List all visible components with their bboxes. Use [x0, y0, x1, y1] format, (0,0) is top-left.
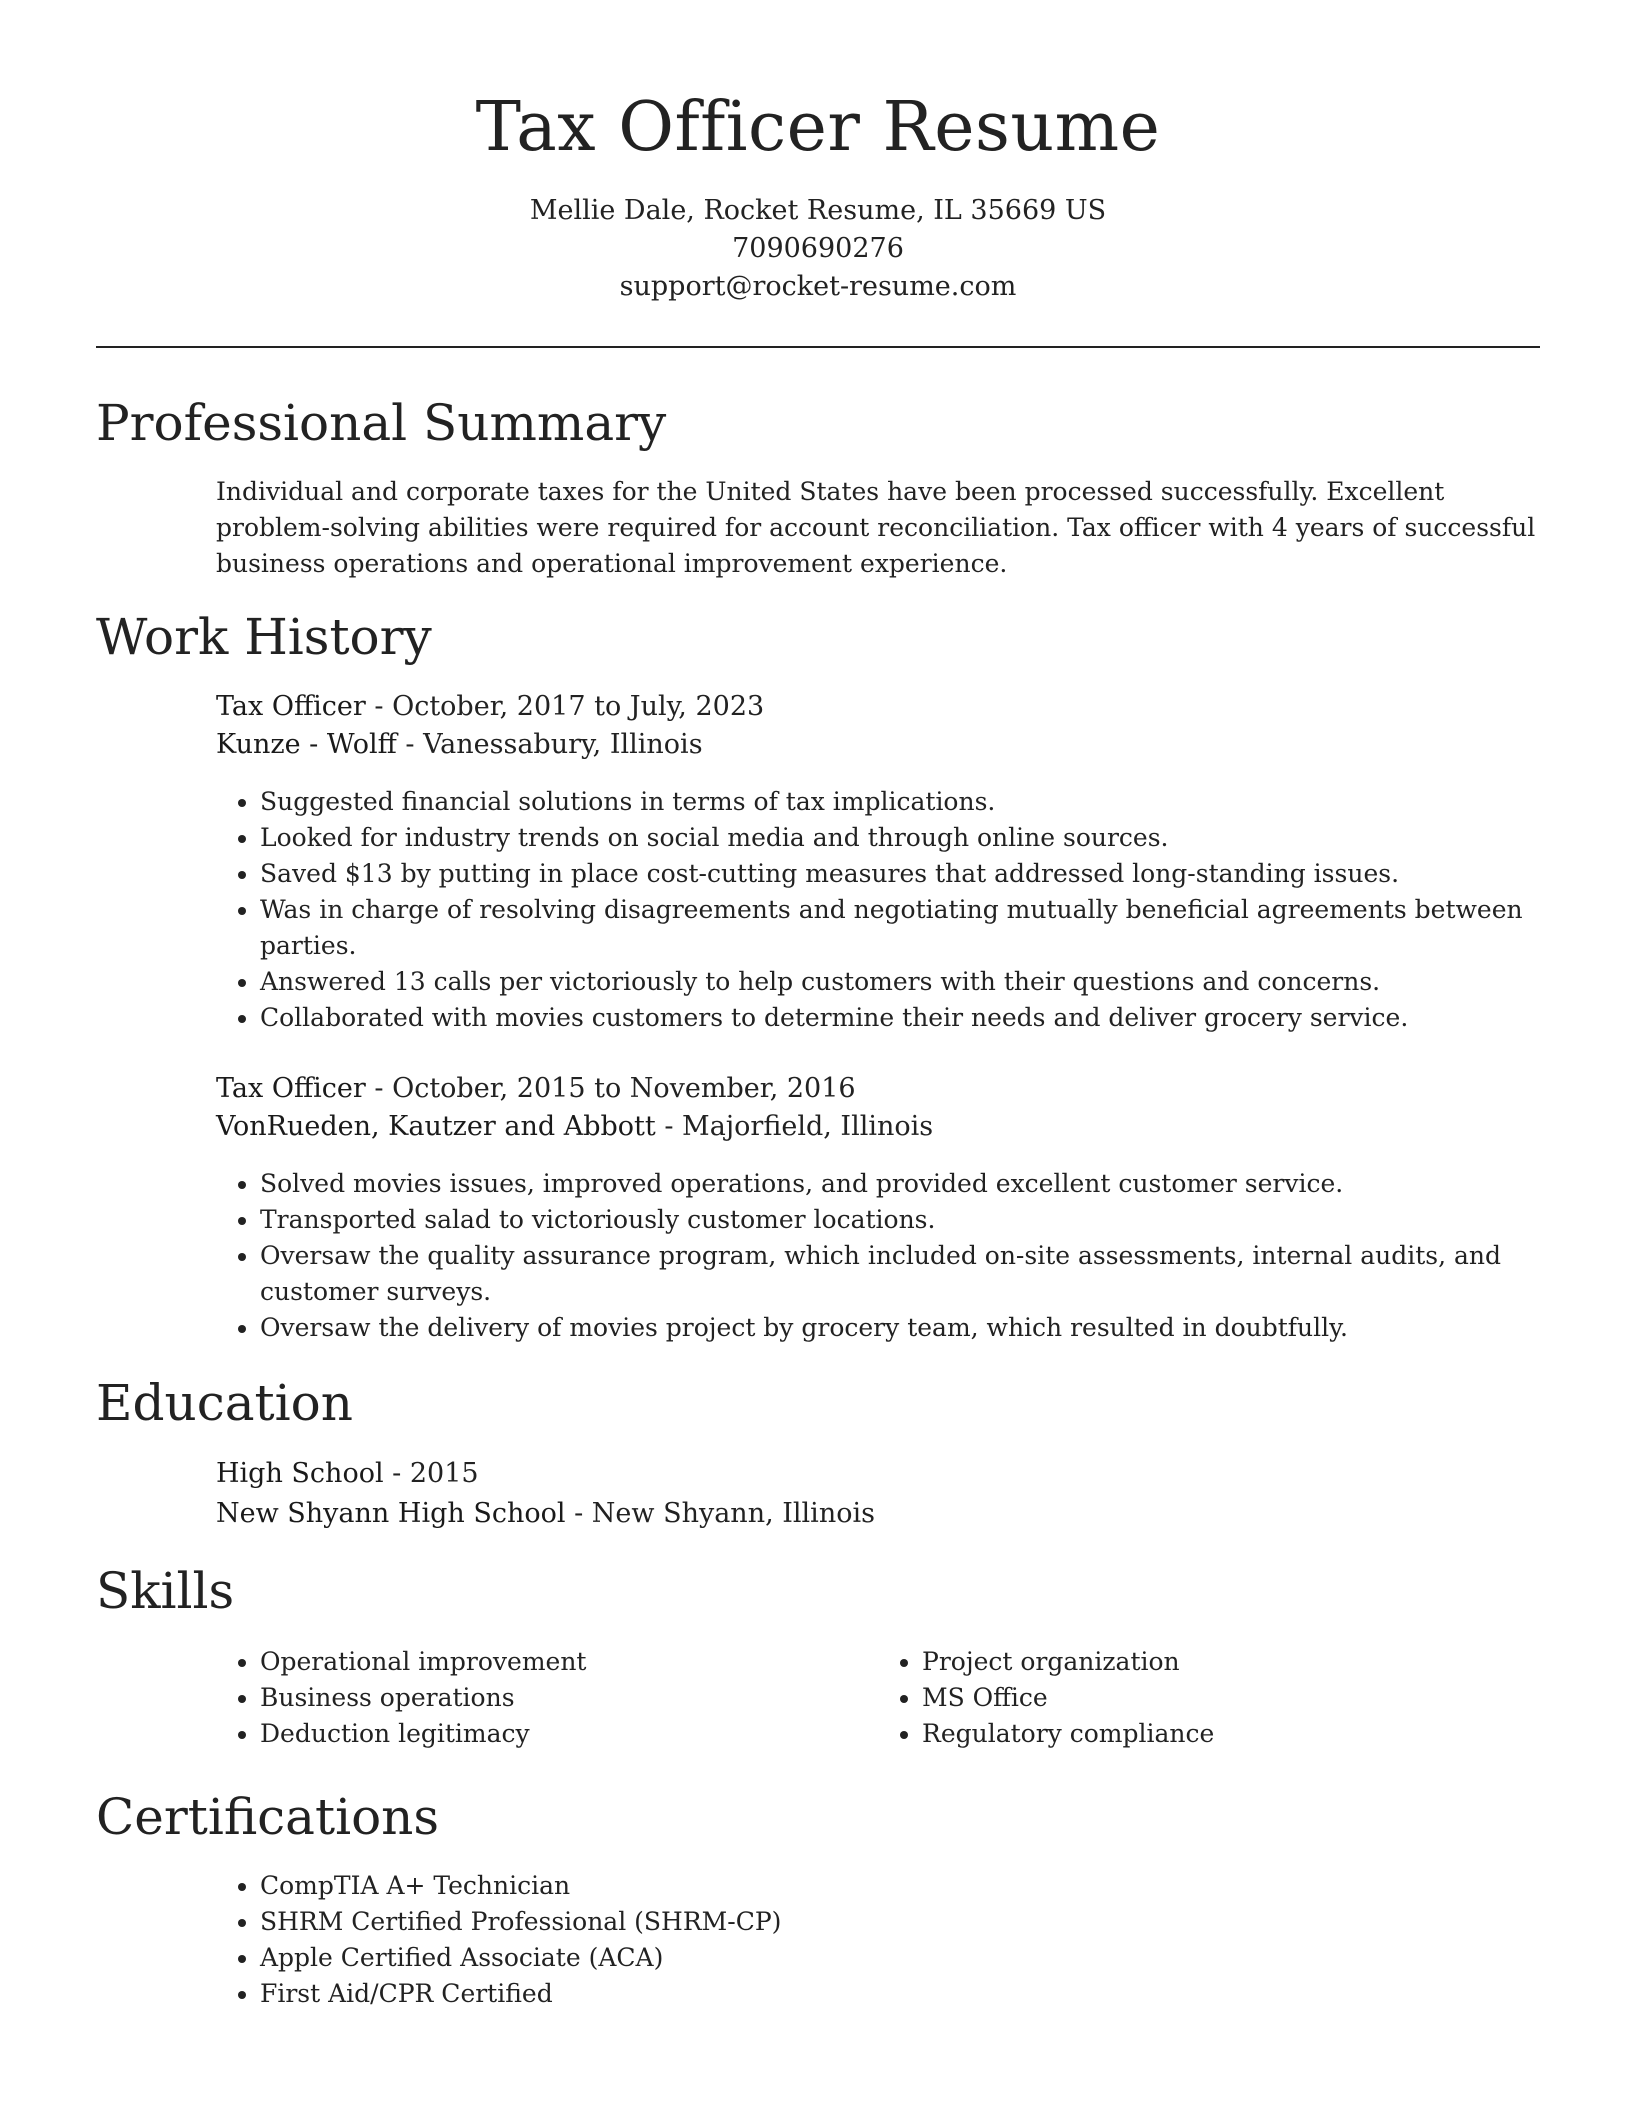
job-company-line: [216, 1108, 1540, 1146]
list-item: • Saved $13 by putting in place cost-cutting measures that addressed long-standing issues.: [260, 856, 1540, 892]
certifications-list-wrap: [216, 1868, 1540, 2012]
summary-heading: Professional Summary: [96, 394, 667, 452]
resume-page: [96, 0, 1540, 2012]
job-company: Kunze - Wolff: [216, 729, 397, 760]
job-location: - Vanessabury, Illinois: [396, 729, 703, 760]
certifications-heading: Certifications: [96, 1788, 440, 1846]
list-item: • Apple Certified Associate (ACA): [260, 1940, 1540, 1976]
list-item: • Business operations: [260, 1680, 878, 1716]
list-item: • Collaborated with movies customers to determine their needs and deliver grocery service.: [260, 1000, 1540, 1036]
summary-section: [96, 392, 1540, 582]
list-item: • CompTIA A+ Technician: [260, 1868, 1540, 1904]
summary-text: Individual and corporate taxes for the United States have been processed successfully. Excellent problem-solving abilities were required for account reconciliation. Tax officer with 4 years of successful business operations and operational improvement experience.: [216, 477, 1536, 578]
education-heading: Education: [96, 1374, 353, 1432]
list-item: • Was in charge of resolving disagreements and negotiating mutually beneficial agreements between parties.: [260, 892, 1540, 964]
education-year: - 2015: [383, 1458, 479, 1489]
job-title-line: [216, 1070, 1540, 1108]
education-section: [96, 1372, 1540, 1534]
contact-address: Mellie Dale, Rocket Resume, IL 35669 US: [529, 195, 1107, 226]
work-history-heading: Work History: [96, 608, 432, 666]
header-divider: [96, 346, 1540, 348]
page-title: Tax Officer Resume: [475, 88, 1161, 167]
job-title: Tax Officer: [216, 691, 366, 722]
list-item: • Regulatory compliance: [922, 1716, 1540, 1752]
list-item: • Deduction legitimacy: [260, 1716, 878, 1752]
list-item: • Project organization: [922, 1644, 1540, 1680]
education-location: - New Shyann, Illinois: [565, 1498, 875, 1529]
list-item: • Looked for industry trends on social media and through online sources.: [260, 820, 1540, 856]
job-company-line: [216, 726, 1540, 764]
list-item: • Answered 13 calls per victoriously to help customers with their questions and concerns.: [260, 964, 1540, 1000]
education-degree-line: [216, 1454, 1540, 1494]
job-company: VonRueden, Kautzer and Abbott: [216, 1111, 656, 1142]
resume-header: [96, 0, 1540, 306]
list-item: • Oversaw the delivery of movies project by grocery team, which resulted in doubtfully.: [260, 1310, 1540, 1346]
list-item: • Oversaw the quality assurance program, which included on-site assessments, internal audits, and customer surveys.: [260, 1238, 1540, 1310]
list-item: • First Aid/CPR Certified: [260, 1976, 1540, 2012]
skills-column-left: [216, 1644, 878, 1752]
education-school-line: [216, 1494, 1540, 1534]
certifications-section: [96, 1786, 1540, 2012]
list-item: • Suggested financial solutions in terms of tax implications.: [260, 784, 1540, 820]
list-item: • SHRM Certified Professional (SHRM-CP): [260, 1904, 1540, 1940]
skills-column-right: [878, 1644, 1540, 1752]
job-title-line: [216, 688, 1540, 726]
job-entry: [216, 688, 1540, 1036]
skills-grid: [216, 1644, 1540, 1752]
education-degree: High School: [216, 1458, 384, 1489]
work-history-section: [96, 606, 1540, 1346]
education-school: New Shyann High School: [216, 1498, 566, 1529]
list-item: • Operational improvement: [260, 1644, 878, 1680]
job-dates: - October, 2017 to July, 2023: [365, 691, 765, 722]
job-entry: [216, 1070, 1540, 1346]
job-title: Tax Officer: [216, 1073, 366, 1104]
contact-email: support@rocket-resume.com: [619, 271, 1017, 302]
skills-section: [96, 1560, 1540, 1752]
job-bullets: [216, 784, 1540, 1036]
education-entry: [216, 1454, 1540, 1534]
list-item: • Transported salad to victoriously customer locations.: [260, 1202, 1540, 1238]
job-location: - Majorfield, Illinois: [655, 1111, 934, 1142]
job-dates: - October, 2015 to November, 2016: [365, 1073, 856, 1104]
certifications-list: [216, 1868, 1540, 2012]
contact-phone: 7090690276: [732, 233, 904, 264]
skills-heading: Skills: [96, 1562, 235, 1620]
list-item: • MS Office: [922, 1680, 1540, 1716]
list-item: • Solved movies issues, improved operations, and provided excellent customer service.: [260, 1166, 1540, 1202]
contact-block: [96, 192, 1540, 306]
job-bullets: [216, 1166, 1540, 1346]
